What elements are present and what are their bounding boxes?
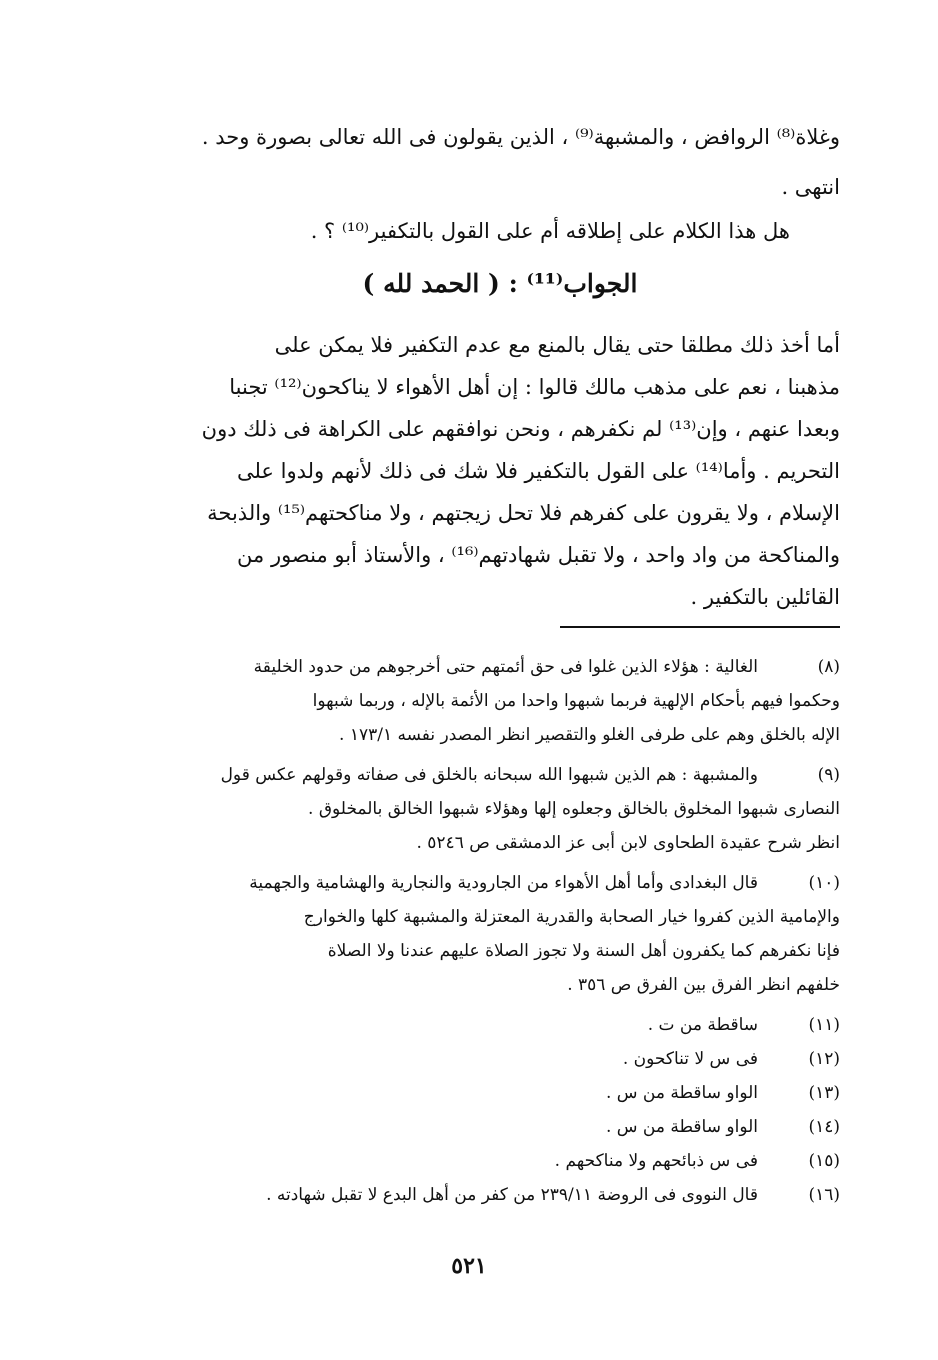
footnote-number: (١٠) (808, 873, 840, 893)
footnote-text: وحكموا فيهم بأحكام الإلهية فربما شبهوا واحدا من الأئمة بالإله ، وربما شبهوا (312, 691, 840, 711)
footnote (150, 868, 840, 898)
footnote-text: والمشبهة : هم الذين شبهوا الله سبحانه بالخلق فى صفاته وقولهم عكس قول (220, 765, 758, 785)
footnote-number: (١١) (808, 1015, 840, 1035)
intro-line: وغلاة⁽⁸⁾ الروافض ، والمشبهة⁽⁹⁾ ، الذين يقولون فى الله تعالى بصورة وحد . (201, 125, 840, 149)
page-number: ٥٢١ (451, 1253, 487, 1279)
footnote-text: الواو ساقطة من س . (605, 1117, 758, 1137)
footnote-continuation (150, 794, 840, 824)
footnote-text: فى س ذبائحهم ولا مناكحهم . (554, 1151, 758, 1171)
footnote-number: (١٤) (808, 1117, 840, 1137)
question-line: هل هذا الكلام على إطلاقه أم على القول بالتكفير⁽¹⁰⁾ ؟ . (310, 219, 790, 243)
paragraph-line: مذهبنا ، نعم على مذهب مالك قالوا : إن أهل الأهواء لا يناكحون⁽¹²⁾ تجنبا (229, 375, 840, 399)
footnote-number: (١٥) (808, 1151, 840, 1171)
paragraph-line: الإسلام ، ولا يقرون على كفرهم فلا تحل زيجتهم ، ولا مناكحتهم⁽¹⁵⁾ والذبحة (207, 501, 840, 525)
footnote (150, 1044, 840, 1074)
footnote-text: فى س لا تناكحون . (622, 1049, 758, 1069)
footnote-number: (٩) (817, 765, 840, 785)
footnote (150, 1112, 840, 1142)
footnote (150, 1078, 840, 1108)
footnote-number: (١٢) (808, 1049, 840, 1069)
footnote-number: (١٣) (808, 1083, 840, 1103)
footnote (150, 1146, 840, 1176)
footnote-text: الإله بالخلق وهم على طرفى الغلو والتقصير انظر المصدر نفسه ١٧٣/١ . (339, 725, 840, 745)
paragraph-line: والمناكحة من واد واحد ، ولا تقبل شهادتهم⁽¹⁶⁾ ، والأستاذ أبو منصور من (237, 543, 840, 567)
paragraph-line: التحريم . وأما⁽¹⁴⁾ على القول بالتكفير فلا شك فى ذلك لأنهم ولدوا على (236, 459, 840, 483)
answer-heading: الجواب⁽¹¹⁾ : ( الحمد لله ) (362, 269, 638, 298)
paragraph-line: وبعدا عنهم ، وإن⁽¹³⁾ لم نكفرهم ، ونحن نوافقهم على الكراهة فى ذلك دون (201, 417, 840, 441)
footnote-text: قال النووى فى الروضة ٢٣٩/١١ من كفر من أهل البدع لا تقبل شهادته . (266, 1185, 758, 1205)
footnote-text: الواو ساقطة من س . (605, 1083, 758, 1103)
footnote-text: فإنا نكفرهم كما يكفرون أهل السنة ولا تجوز الصلاة عليهم عندنا ولا الصلاة (327, 941, 840, 961)
footnote-text: ساقطة من ت . (647, 1015, 758, 1035)
footnote-text: قال البغدادى وأما أهل الأهواء من الجارودية والنجارية والهشامية والجهمية (249, 873, 758, 893)
footnote-text: خلفهم انظر الفرق بين الفرق ص ٣٥٦ . (567, 975, 840, 995)
footnote-continuation (150, 828, 840, 858)
footnote-number: (٨) (817, 657, 840, 677)
footnote-text: الغالية : هؤلاء الذين غلوا فى حق أئمتهم حتى أخرجوهم من حدود الخليقة (253, 657, 758, 677)
footnote-continuation (150, 902, 840, 932)
footnote-separator (560, 626, 840, 628)
footnote (150, 652, 840, 682)
footnote-continuation (150, 720, 840, 750)
footnote-text: والإمامية الذين كفروا خيار الصحابة والقدرية المعتزلة والمشبهة كلها والخوارج (303, 907, 840, 927)
footnote (150, 1180, 840, 1210)
footnote (150, 1010, 840, 1040)
footnote-text: انظر شرح عقيدة الطحاوى لابن أبى عز الدمشقى ص ٥٢٤٦ . (416, 833, 840, 853)
footnote-number: (١٦) (808, 1185, 840, 1205)
paragraph-line: أما أخذ ذلك مطلقا حتى يقال بالمنع مع عدم التكفير فلا يمكن على (274, 333, 840, 357)
paragraph-line: القائلين بالتكفير . (690, 585, 840, 609)
footnote (150, 760, 840, 790)
footnote-continuation (150, 970, 840, 1000)
intro-line: انتهى . (781, 175, 840, 199)
footnote-text: النصارى شبهوا المخلوق بالخالق وجعلوه إلها وهؤلاء شبهوا الخالق بالمخلوق . (308, 799, 840, 819)
footnote-continuation (150, 936, 840, 966)
footnote-continuation (150, 686, 840, 716)
